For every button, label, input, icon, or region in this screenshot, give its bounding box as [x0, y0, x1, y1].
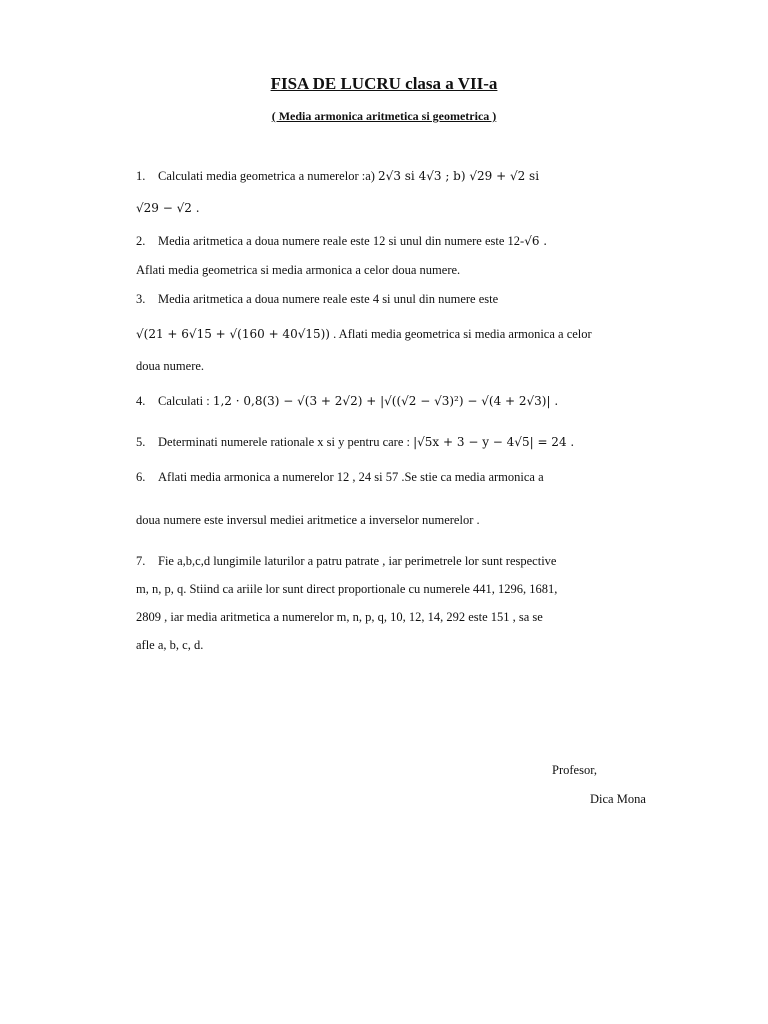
problem-6-line-2 [136, 511, 480, 529]
problem-text: afle a, b, c, d. [136, 638, 204, 652]
problem-text: doua numere. [136, 359, 205, 373]
problem-number: 4. [136, 394, 146, 408]
problem-number: 7. [136, 554, 146, 568]
problem-text: Calculati media geometrica a numerelor :a) [158, 169, 375, 183]
problem-2-line-1 [136, 232, 547, 250]
problem-4-line-1 [136, 392, 558, 410]
math-expression: √6 . [524, 234, 548, 248]
problem-7-line-3 [136, 608, 543, 626]
problem-number: 6. [136, 470, 146, 484]
problem-text: Determinati numerele rationale x si y pentru care : [158, 435, 410, 449]
problem-6-line-1 [136, 468, 544, 486]
problem-text: . Aflati media geometrica si media armonica a celor [333, 327, 592, 341]
problem-number: 3. [136, 292, 146, 306]
math-expression: √(21 + 6√15 + √(160 + 40√15)) [136, 327, 330, 341]
problem-3-line-1 [136, 290, 498, 308]
problem-1-line-2 [136, 199, 200, 217]
page-title: FISA DE LUCRU clasa a VII-a [270, 74, 498, 93]
problem-7-line-2 [136, 580, 557, 598]
math-expression: 1,2 · 0,8(3) − √(3 + 2√2) + |√((√2 − √3)²) − √(4 + 2√3)| . [212, 394, 559, 408]
problem-number: 1. [136, 169, 146, 183]
math-expression: √29 − √2 . [136, 201, 200, 215]
problem-text: Media aritmetica a doua numere reale este 4 si unul din numere este [158, 292, 499, 306]
problem-7-line-4 [136, 636, 203, 654]
problem-text: Calculati : [158, 394, 210, 408]
problem-text: Media aritmetica a doua numere reale este 12 si unul din numere este 12- [158, 234, 525, 248]
math-expression: 2√3 si 4√3 ; b) √29 + √2 si [378, 169, 540, 183]
problem-number: 2. [136, 234, 146, 248]
problem-text: Fie a,b,c,d lungimile laturilor a patru patrate , iar perimetrele lor sunt respective [158, 554, 557, 568]
problem-7-line-1 [136, 552, 556, 570]
signature-name: Dica Mona [590, 792, 646, 806]
math-expression: |√5x + 3 − y − 4√5| = 24 . [413, 435, 575, 449]
problem-1-line-1 [136, 167, 539, 185]
problem-text: m, n, p, q. Stiind ca ariile lor sunt direct proportionale cu numerele 441, 1296, 1681, [136, 582, 558, 596]
signature-role: Profesor, [552, 763, 597, 777]
problem-text: Aflati media armonica a numerelor 12 , 24 si 57 .Se stie ca media armonica a [158, 470, 544, 484]
problem-5-line-1 [136, 433, 574, 451]
page-subtitle: ( Media armonica aritmetica si geometrica ) [271, 109, 497, 123]
problem-3-line-3 [136, 357, 204, 375]
problem-2-line-2 [136, 261, 460, 279]
problem-text: Aflati media geometrica si media armonica a celor doua numere. [136, 263, 461, 277]
problem-text: 2809 , iar media aritmetica a numerelor m, n, p, q, 10, 12, 14, 292 este 151 , sa se [136, 610, 543, 624]
problem-3-line-2 [136, 325, 592, 343]
problem-text: doua numere este inversul mediei aritmetice a inverselor numerelor . [136, 513, 480, 527]
problem-number: 5. [136, 435, 146, 449]
